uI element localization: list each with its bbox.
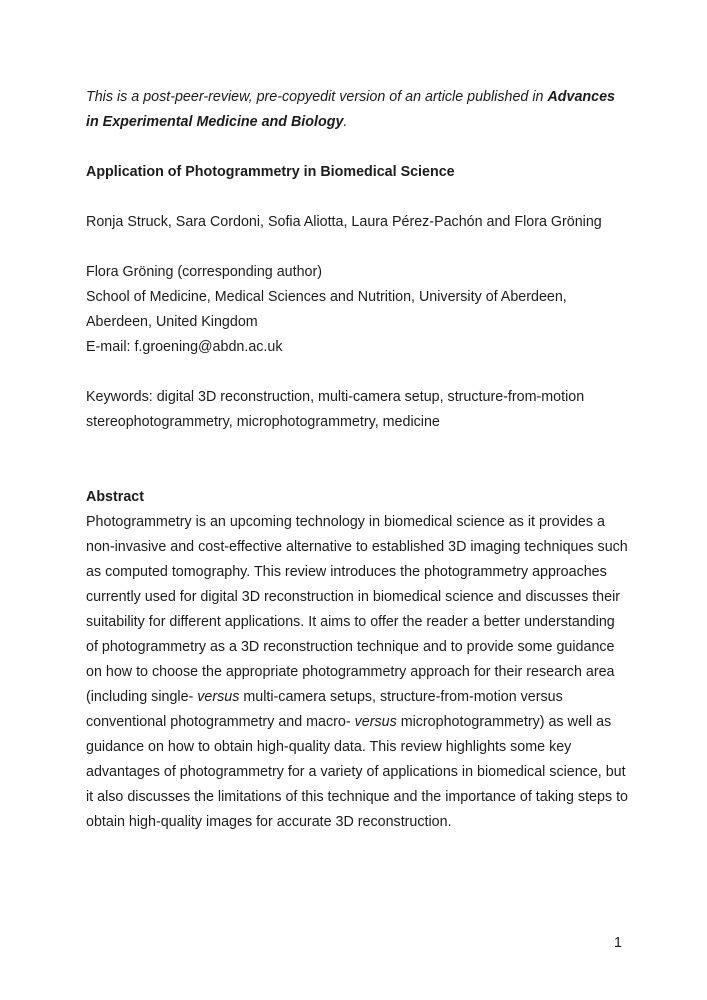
preprint-note-period: . [343,114,348,130]
abstract-versus-italic: versus [197,689,240,705]
abstract-heading: Abstract [86,489,144,505]
author-list: Ronja Struck, Sara Cordoni, Sofia Aliotta, Laura Pérez-Pachón and Flora Gröning [86,214,602,230]
journal-name: Advances in Experimental Medicine and Biology [86,89,615,130]
corresponding-author-line: Flora Gröning (corresponding author) [86,264,323,280]
page-content [86,85,628,835]
correspondence-block [86,260,628,360]
abstract-text-run: microphotogrammetry) as well as guidance on how to obtain high-quality data. This review highlights some key advantages of photogrammetry for a variety of applications in biomedical science, but it also discusses the limitations of this technique and the importance of taking steps to obtain high-quality images for accurate 3D reconstruction. [86,714,628,830]
preprint-note [86,85,628,135]
abstract-versus-italic: versus [354,714,397,730]
page-number: 1 [614,935,622,951]
email-line: E-mail: f.groening@abdn.ac.uk [86,339,283,355]
article-title: Application of Photogrammetry in Biomedical Science [86,164,455,180]
affiliation-line: School of Medicine, Medical Sciences and Nutrition, University of Aberdeen, [86,289,567,305]
abstract-text [86,510,628,835]
preprint-note-text: This is a post-peer-review, pre-copyedit version of an article published in [86,89,548,105]
abstract-text-run: multi-camera setups, structure-from-motion versus conventional photogrammetry and macro- [86,689,563,730]
affiliation-location-line: Aberdeen, United Kingdom [86,314,258,330]
keywords-line: Keywords: digital 3D reconstruction, multi-camera setup, structure-from-motion stereophotogrammetry, microphotogrammetry, medicine [86,389,585,430]
abstract-text-run: Photogrammetry is an upcoming technology in biomedical science as it provides a non-invasive and cost-effective alternative to established 3D imaging techniques such as computed tomography. This review introduces the photogrammetry approaches currently used for digital 3D reconstruction in biomedical science and discusses their suitability for different applications. It aims to offer the reader a better understanding of photogrammetry as a 3D reconstruction technique and to provide some guidance on how to choose the appropriate photogrammetry approach for their research area (including single- [86,514,628,705]
